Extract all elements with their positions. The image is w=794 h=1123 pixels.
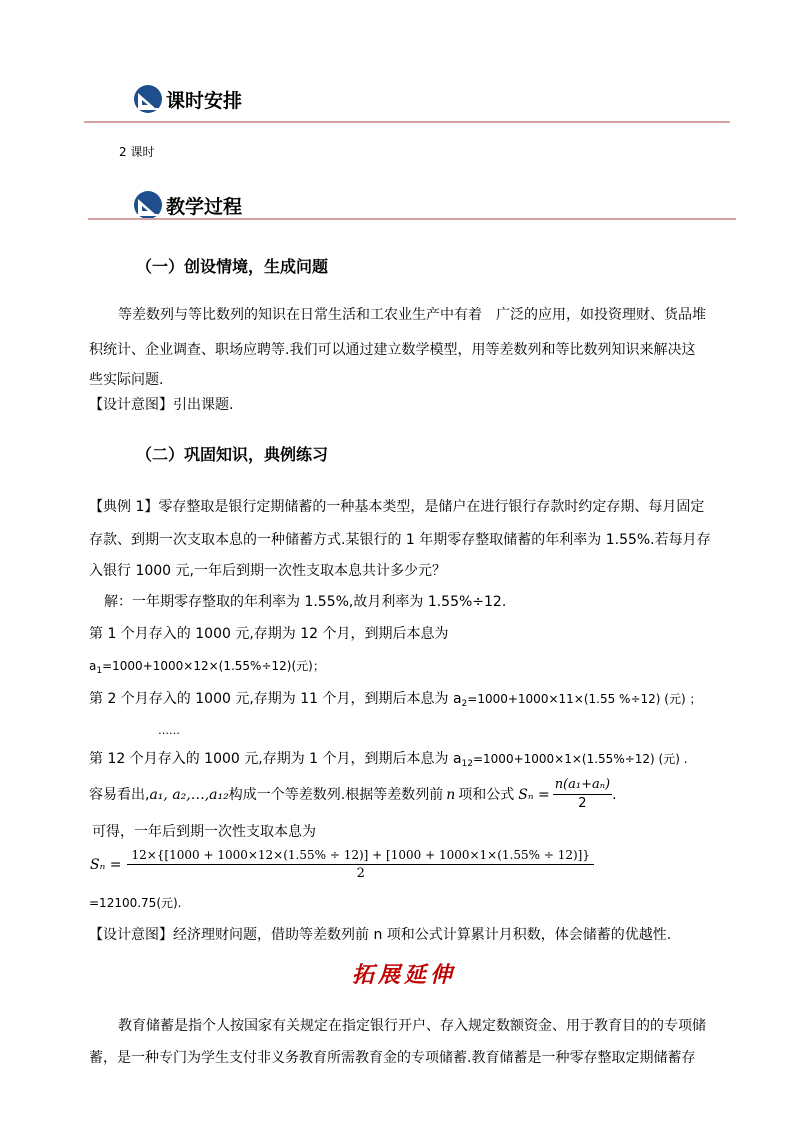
- term-value: =1000+1000×12×(1.55%÷12)(元)；: [102, 659, 325, 673]
- section-header-schedule: [133, 84, 242, 114]
- solution-line: 第 1 个月存入的 1000 元,存期为 12 个月，到期后本息为: [89, 626, 449, 642]
- example-tag: 【典例 1】: [89, 499, 159, 515]
- extension-title: 拓展延伸: [352, 962, 457, 988]
- design-intent-tag: 【设计意图】: [89, 397, 173, 413]
- lesson-hours: 2 课时: [119, 145, 155, 159]
- term-value: =1000+1000×1×(1.55%÷12) (元) .: [472, 752, 688, 766]
- design-intent-text: 引出课题.: [173, 397, 234, 413]
- design-intent: [89, 922, 671, 948]
- text: .: [612, 786, 617, 803]
- design-intent-text: 经济理财问题，借助等差数列前 n 项和公式计算累计月积数，体会储蓄的优越性.: [173, 927, 672, 943]
- paragraph-line: 等差数列与等比数列的知识在日常生活和工农业生产中有着 广泛的应用，如投资理财、货品堆: [118, 307, 706, 323]
- fraction-denominator: 2: [356, 866, 365, 881]
- fraction-numerator: 12×{[1000 + 1000×12×(1.55% ÷ 12)] + [1000 + 1000×1×(1.55% ÷ 12)]}: [127, 846, 594, 865]
- big-formula: [90, 846, 594, 883]
- fraction-denominator: 2: [578, 796, 587, 811]
- paragraph-line: 蓄，是一种专门为学生支付非义务教育所需教育金的专项储蓄.教育储蓄是一种零存整取定期储蓄存: [89, 1050, 696, 1066]
- ellipsis: ……: [158, 724, 180, 737]
- part-heading: （一）创设情境，生成问题: [136, 257, 329, 276]
- design-intent: [89, 392, 233, 418]
- paragraph-line: 教育储蓄是指个人按国家有关规定在指定银行开户、存入规定数额资金、用于教育目的的专项储: [118, 1018, 706, 1034]
- design-intent-tag: 【设计意图】: [89, 927, 173, 943]
- text: 容易看出,: [89, 786, 150, 803]
- solution-line-formula: [89, 776, 617, 813]
- sum-formula-fraction: [553, 776, 612, 813]
- ruler-triangle-icon: [133, 190, 163, 220]
- section-title: 课时安排: [166, 89, 243, 112]
- term-subscript: 12: [461, 759, 473, 769]
- term-subscript: 2: [461, 699, 468, 709]
- solution-line: [89, 686, 701, 717]
- section-divider: [84, 121, 730, 123]
- text: 构成一个等差数列.根据等差数列前: [228, 786, 444, 803]
- sequence-expression: a₁, a₂,…,a₁₂: [149, 786, 229, 803]
- example-line: [89, 494, 704, 520]
- example-text: 零存整取是银行定期储蓄的一种基本类型，是储户在进行银行存款时约定存期、每月固定: [158, 499, 705, 515]
- solution-line: [89, 746, 688, 777]
- example-line: 存款、到期一次支取本息的一种储蓄方式.某银行的 1 年期零存整取储蓄的年利率为 1.55%.若每月存: [89, 532, 711, 548]
- fraction-numerator: n(a₁+aₙ): [553, 776, 612, 795]
- result: =12100.75(元).: [89, 896, 182, 910]
- section-divider: [88, 218, 736, 220]
- ruler-triangle-icon: [133, 84, 163, 114]
- solution-line: 可得，一年后到期一次性支取本息为: [92, 824, 316, 840]
- term-label: a: [89, 659, 97, 673]
- big-fraction: [127, 846, 594, 883]
- solution-line: 解：一年期零存整取的年利率为 1.55%,故月利率为 1.55%÷12.: [104, 594, 507, 610]
- variable-n: n: [446, 786, 456, 803]
- part-heading: （二）巩固知识，典例练习: [136, 445, 329, 464]
- section-header-process: [133, 190, 242, 220]
- term-label: 第 2 个月存入的 1000 元,存期为 11 个月，到期后本息为 a: [89, 691, 462, 707]
- formula-lhs: Sₙ =: [518, 786, 550, 803]
- term-subscript: 1: [96, 666, 103, 676]
- paragraph-line: 些实际问题.: [89, 372, 164, 388]
- term-label: 第 12 个月存入的 1000 元,存期为 1 个月，到期后本息为 a: [89, 751, 462, 767]
- example-line: 入银行 1000 元,一年后到期一次性支取本息共计多少元？: [89, 563, 446, 579]
- section-title: 教学过程: [166, 195, 243, 218]
- term-value: =1000+1000×11×(1.55 %÷12) (元) ；: [467, 692, 702, 706]
- solution-line: [89, 653, 325, 684]
- text: 项和公式: [458, 786, 515, 803]
- formula-lhs: Sₙ =: [90, 856, 122, 873]
- paragraph-line: 积统计、企业调查、职场应聘等.我们可以通过建立数学模型，用等差数列和等比数列知识来解决这: [89, 342, 696, 358]
